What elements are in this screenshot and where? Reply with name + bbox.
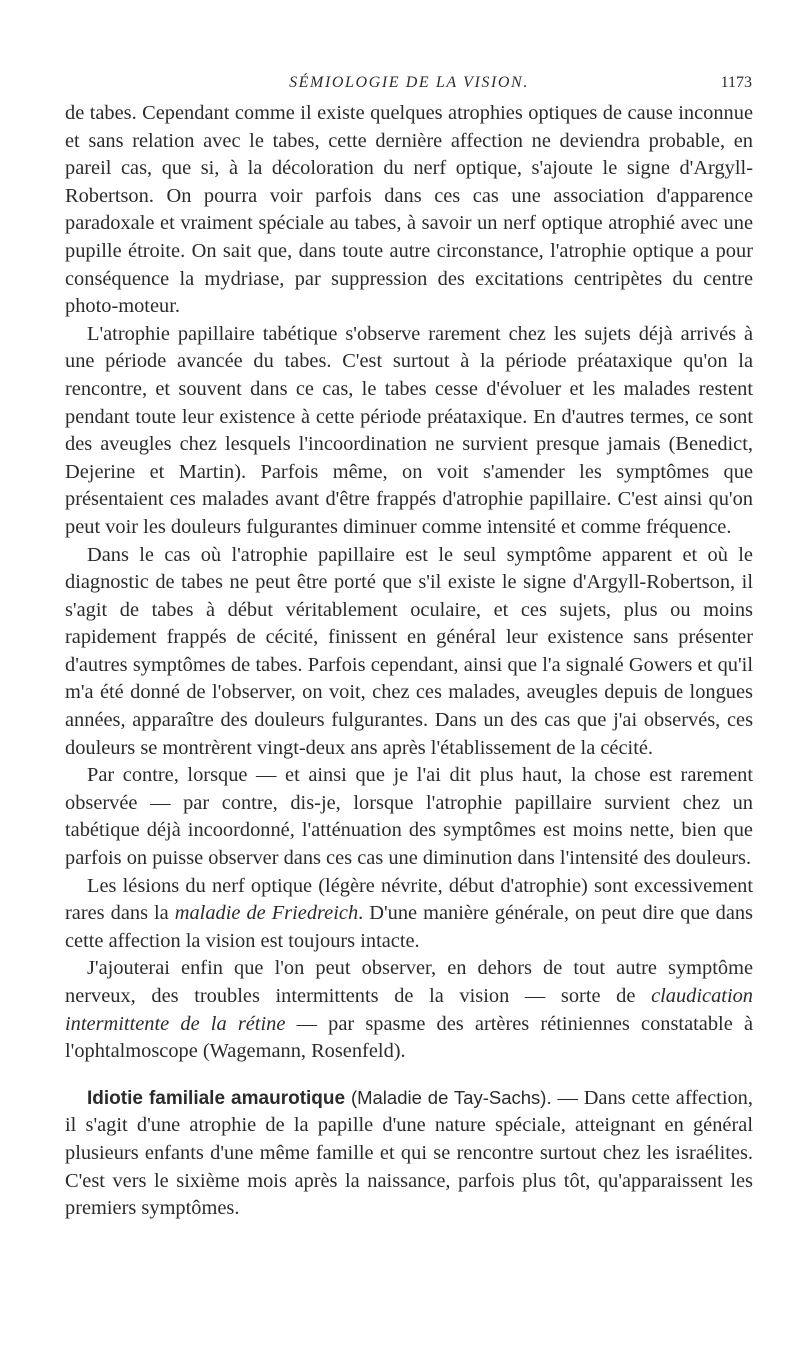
section-heading: Idiotie familiale amaurotique bbox=[87, 1087, 346, 1109]
claudication-text-before: J'ajouterai enfin que l'on peut observer, en dehors de tout autre symptôme nerveux, des troubles intermittents de la vision — sorte de bbox=[65, 957, 753, 1007]
running-head bbox=[64, 74, 754, 98]
friedreich-text-before: Les lésions du nerf optique (légère névrite, début d'atrophie) sont excessivement rares dans la bbox=[65, 874, 753, 925]
claudication-term: claudication intermittente de la rétine bbox=[65, 985, 753, 1035]
section-tay-sachs bbox=[65, 1084, 753, 1223]
page-number: 1173 bbox=[720, 74, 752, 91]
paragraph-incoordinated-tabetic: Par contre, lorsque — et ainsi que je l'ai dit plus haut, la chose est rarement observée — par contre, dis-je, lorsque l'atrophie papillaire survient chez un tabétique déjà incoordonné, l'atténuation des symptômes est moins nette, bien que parfois on puisse observer dans ces cas une diminution dans l'intensité des douleurs. bbox=[65, 764, 753, 870]
paragraph-tabetic-atrophy: L'atrophie papillaire tabétique s'observe rarement chez les sujets déjà arrivés à une période avancée du tabes. C'est surtout à la période préataxique qu'on la rencontre, et souvent dans ce cas, le tabes cesse d'évoluer et les malades restent pendant toute leur existence à cette période préataxique. En d'autres termes, ce sont des aveugles chez lesquels l'incoordination ne survient presque jamais (Benedict, Dejerine et Martin). Parfois même, on voit s'amender les symptômes que présentaient ces malades avant d'être frappés d'atrophie papillaire. C'est ainsi qu'on peut voir les douleurs fulgurantes diminuer comme intensité et comme fréquence. bbox=[65, 322, 753, 538]
paragraph-retinal-claudication bbox=[65, 955, 753, 1065]
paragraph-friedreich bbox=[65, 873, 753, 956]
section-text: — Dans cette affection, il s'agit d'une atrophie de la papille d'une nature spéciale, atteignant en général plusieurs enfants d'une même famille et qui se rencontre surtout chez les israélites. C'est vers le sixième mois après la naissance, parfois plus tôt, qu'apparaissent les premiers symptômes. bbox=[65, 1086, 753, 1220]
friedreich-disease-name: maladie de Friedreich bbox=[174, 902, 359, 925]
running-title: SÉMIOLOGIE DE LA VISION. bbox=[289, 74, 529, 91]
section-disease-name: (Maladie de Tay-Sachs). bbox=[350, 1086, 552, 1108]
paragraph-continuation: de tabes. Cependant comme il existe quelques atrophies optiques de cause inconnue et sans relation avec le tabes, cette dernière affection ne deviendra probable, en pareil cas, que si, à la décoloration du nerf optique, s'ajoute le signe d'Argyll-Robertson. On pourra voir parfois dans ces cas une association d'apparence paradoxale et vraiment spéciale au tabes, à savoir un nerf optique atrophié avec une pupille étroite. On sait que, dans toute autre circonstance, l'atrophie optique a pour conséquence la mydriase, par suppression des excitations centripètes du centre photo-moteur. bbox=[65, 102, 753, 318]
claudication-text-after: — par spasme des artères rétiniennes constatable à l'ophtalmoscope (Wagemann, Rosenfeld). bbox=[65, 1012, 753, 1063]
friedreich-text-after: . D'une manière générale, on peut dire que dans cette affection la vision est toujours intacte. bbox=[65, 902, 753, 952]
body-text bbox=[65, 100, 753, 1223]
paragraph-isolated-atrophy: Dans le cas où l'atrophie papillaire est le seul symptôme apparent et où le diagnostic de tabes ne peut être porté que s'il existe le signe d'Argyll-Robertson, il s'agit de tabes à début véritablement oculaire, et ces sujets, plus ou moins rapidement frappés de cécité, finissent en général leur existence sans présenter d'autres symptômes de tabes. Parfois cependant, ainsi que l'a signalé Gowers et qu'il m'a été donné de l'observer, on voit, chez ces malades, aveugles depuis de longues années, apparaître des douleurs fulgurantes. Dans un des cas que j'ai observés, ces douleurs se montrèrent vingt-deux ans après l'établissement de la cécité. bbox=[65, 543, 753, 759]
